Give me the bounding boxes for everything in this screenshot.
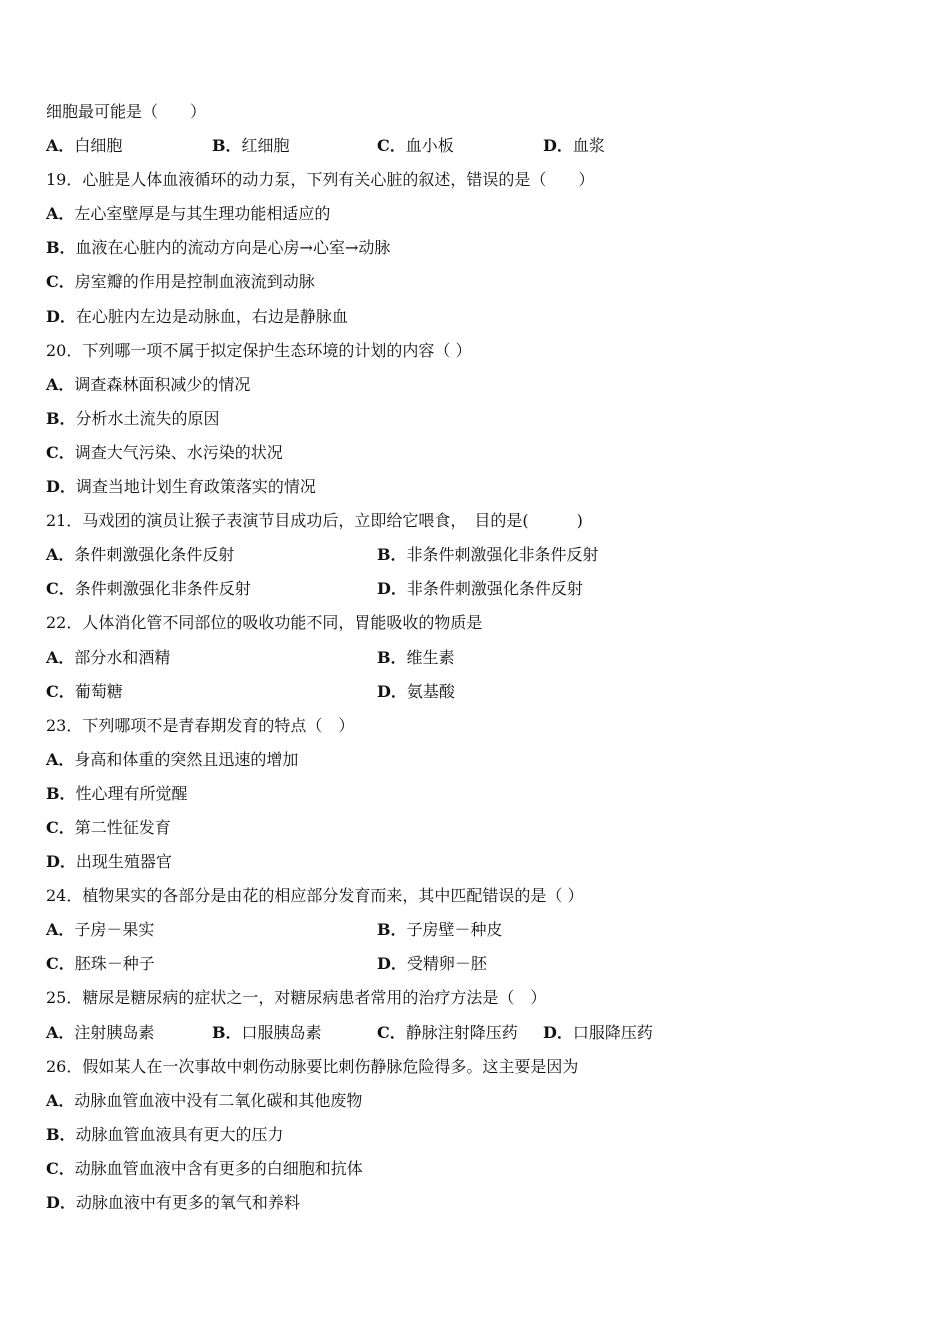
option-letter: A． bbox=[46, 374, 75, 394]
option-letter: A． bbox=[46, 1022, 75, 1042]
option-line bbox=[46, 371, 906, 405]
option-text: 身高和体重的突然且迅速的增加 bbox=[74, 749, 299, 769]
answer-option bbox=[377, 916, 503, 944]
option-letter: A． bbox=[46, 136, 75, 156]
option-letter: D． bbox=[46, 477, 76, 497]
question-text: 20．下列哪一项不属于拟定保护生态环境的计划的内容（ ） bbox=[46, 340, 472, 360]
option-text: 部分水和酒精 bbox=[74, 647, 171, 667]
option-row-two bbox=[46, 678, 906, 712]
answer-option bbox=[377, 575, 583, 603]
option-text: 受精卵－胚 bbox=[406, 954, 487, 974]
question-text: 21．马戏团的演员让猴子表演节目成功后，立即给它喂食， 目的是( ) bbox=[46, 511, 583, 531]
answer-option bbox=[46, 916, 154, 944]
option-letter: D． bbox=[543, 1022, 573, 1042]
option-line bbox=[46, 268, 906, 302]
option-letter: C． bbox=[377, 136, 406, 156]
option-text: 左心室壁厚是与其生理功能相适应的 bbox=[74, 204, 331, 224]
option-letter: A． bbox=[46, 1090, 75, 1110]
option-line bbox=[46, 473, 906, 507]
option-text: 在心脏内左边是动脉血，右边是静脉血 bbox=[75, 306, 348, 326]
option-letter: B． bbox=[46, 408, 76, 428]
option-text: 血液在心脏内的流动方向是心房→心室→动脉 bbox=[75, 238, 391, 258]
answer-option bbox=[46, 200, 330, 228]
answer-option bbox=[46, 1087, 362, 1115]
option-letter: C． bbox=[46, 681, 75, 701]
answer-option bbox=[377, 644, 455, 672]
option-line bbox=[46, 1121, 906, 1155]
answer-option bbox=[46, 780, 188, 808]
option-line bbox=[46, 848, 906, 882]
option-letter: A． bbox=[46, 647, 75, 667]
option-letter: D． bbox=[46, 306, 76, 326]
option-letter: B． bbox=[46, 783, 76, 803]
option-row-two bbox=[46, 950, 906, 984]
option-letter: A． bbox=[46, 920, 75, 940]
option-letter: C． bbox=[377, 1022, 406, 1042]
answer-option bbox=[377, 1019, 518, 1047]
option-line bbox=[46, 780, 906, 814]
option-text: 调查森林面积减少的情况 bbox=[74, 374, 251, 394]
option-line bbox=[46, 439, 906, 473]
option-row-four bbox=[46, 1019, 906, 1053]
option-letter: A． bbox=[46, 204, 75, 224]
option-letter: B． bbox=[46, 1124, 76, 1144]
question-text: 23．下列哪项不是青春期发育的特点（ ） bbox=[46, 715, 355, 735]
option-row-two bbox=[46, 644, 906, 678]
answer-option bbox=[46, 541, 234, 569]
answer-option bbox=[46, 132, 122, 160]
answer-option bbox=[46, 371, 250, 399]
option-text: 调查当地计划生育政策落实的情况 bbox=[75, 477, 316, 497]
answer-option bbox=[46, 1155, 363, 1183]
option-text: 口服降压药 bbox=[572, 1022, 653, 1042]
answer-option bbox=[377, 678, 455, 706]
answer-option bbox=[543, 1019, 653, 1047]
option-line bbox=[46, 405, 906, 439]
option-letter: C． bbox=[46, 817, 75, 837]
option-row-two bbox=[46, 575, 906, 609]
option-text: 动脉血管血液中没有二氧化碳和其他废物 bbox=[74, 1090, 363, 1110]
option-line bbox=[46, 303, 906, 337]
answer-option bbox=[377, 132, 454, 160]
option-letter: B． bbox=[212, 136, 242, 156]
option-row-two bbox=[46, 916, 906, 950]
option-letter: A． bbox=[46, 545, 75, 565]
answer-option bbox=[46, 1121, 284, 1149]
option-letter: C． bbox=[46, 954, 75, 974]
option-text: 血小板 bbox=[405, 136, 454, 156]
option-letter: C． bbox=[46, 442, 75, 462]
option-text: 动脉血管血液具有更大的压力 bbox=[75, 1124, 284, 1144]
document-page bbox=[46, 98, 906, 1223]
option-row-four bbox=[46, 132, 906, 166]
question-text: 26．假如某人在一次事故中刺伤动脉要比刺伤静脉危险得多。这主要是因为 bbox=[46, 1056, 579, 1076]
option-line bbox=[46, 746, 906, 780]
option-letter: C． bbox=[46, 272, 75, 292]
option-text: 性心理有所觉醒 bbox=[75, 783, 188, 803]
option-letter: D． bbox=[46, 852, 76, 872]
answer-option bbox=[46, 644, 170, 672]
option-text: 条件刺激强化非条件反射 bbox=[74, 579, 251, 599]
option-letter: A． bbox=[46, 749, 75, 769]
option-text: 静脉注射降压药 bbox=[405, 1022, 518, 1042]
option-letter: D． bbox=[46, 1193, 76, 1212]
option-text: 红细胞 bbox=[241, 136, 290, 156]
option-line bbox=[46, 200, 906, 234]
question-text: 24．植物果实的各部分是由花的相应部分发育而来，其中匹配错误的是（ ） bbox=[46, 886, 584, 906]
option-text: 胚珠－种子 bbox=[74, 954, 155, 974]
answer-option bbox=[212, 132, 290, 160]
answer-option bbox=[46, 303, 348, 331]
option-text: 子房壁－种皮 bbox=[406, 920, 503, 940]
option-line bbox=[46, 814, 906, 848]
option-text: 出现生殖器官 bbox=[75, 852, 172, 872]
option-letter: B． bbox=[377, 920, 407, 940]
answer-option bbox=[46, 678, 123, 706]
option-letter: D． bbox=[377, 954, 407, 974]
option-line bbox=[46, 1189, 906, 1223]
option-text: 动脉血液中有更多的氧气和养料 bbox=[75, 1193, 300, 1212]
answer-option bbox=[46, 746, 298, 774]
option-text: 维生素 bbox=[406, 647, 455, 667]
question-text: 19．心脏是人体血液循环的动力泵，下列有关心脏的叙述，错误的是（ ） bbox=[46, 170, 595, 190]
option-text: 调查大气污染、水污染的状况 bbox=[74, 442, 283, 462]
answer-option bbox=[543, 132, 605, 160]
answer-option bbox=[377, 950, 487, 978]
answer-option bbox=[46, 1189, 300, 1217]
option-letter: B． bbox=[377, 647, 407, 667]
answer-option bbox=[46, 575, 251, 603]
option-text: 氨基酸 bbox=[406, 681, 455, 701]
option-text: 动脉血管血液中含有更多的白细胞和抗体 bbox=[74, 1158, 363, 1178]
option-line bbox=[46, 1155, 906, 1189]
option-letter: D． bbox=[377, 681, 407, 701]
answer-option bbox=[46, 234, 390, 262]
answer-option bbox=[46, 405, 220, 433]
question-text: 25．糖尿是糖尿病的症状之一，对糖尿病患者常用的治疗方法是（ ） bbox=[46, 988, 547, 1008]
option-text: 口服胰岛素 bbox=[241, 1022, 322, 1042]
option-text: 条件刺激强化条件反射 bbox=[74, 545, 235, 565]
option-letter: C． bbox=[46, 579, 75, 599]
option-letter: C． bbox=[46, 1158, 75, 1178]
answer-option bbox=[46, 848, 172, 876]
option-text: 非条件刺激强化条件反射 bbox=[406, 579, 583, 599]
option-line bbox=[46, 1087, 906, 1121]
option-text: 子房－果实 bbox=[74, 920, 155, 940]
answer-option bbox=[46, 1019, 154, 1047]
option-text: 血浆 bbox=[572, 136, 605, 156]
answer-option bbox=[377, 541, 599, 569]
answer-option bbox=[46, 439, 283, 467]
answer-option bbox=[212, 1019, 322, 1047]
option-letter: B． bbox=[377, 545, 407, 565]
option-text: 葡萄糖 bbox=[74, 681, 123, 701]
answer-option bbox=[46, 268, 315, 296]
option-letter: D． bbox=[377, 579, 407, 599]
option-text: 注射胰岛素 bbox=[74, 1022, 155, 1042]
option-text: 分析水土流失的原因 bbox=[75, 408, 220, 428]
question-text: 22．人体消化管不同部位的吸收功能不同，胃能吸收的物质是 bbox=[46, 613, 483, 633]
option-text: 房室瓣的作用是控制血液流到动脉 bbox=[74, 272, 315, 292]
option-letter: B． bbox=[46, 238, 76, 258]
answer-option bbox=[46, 950, 155, 978]
answer-option bbox=[46, 473, 316, 501]
option-text: 白细胞 bbox=[74, 136, 123, 156]
option-letter: B． bbox=[212, 1022, 242, 1042]
option-row-two bbox=[46, 541, 906, 575]
option-text: 第二性征发育 bbox=[74, 817, 171, 837]
option-letter: D． bbox=[543, 136, 573, 156]
option-line bbox=[46, 234, 906, 268]
option-text: 非条件刺激强化非条件反射 bbox=[406, 545, 599, 565]
answer-option bbox=[46, 814, 171, 842]
question-text: 细胞最可能是（ ） bbox=[46, 102, 207, 121]
